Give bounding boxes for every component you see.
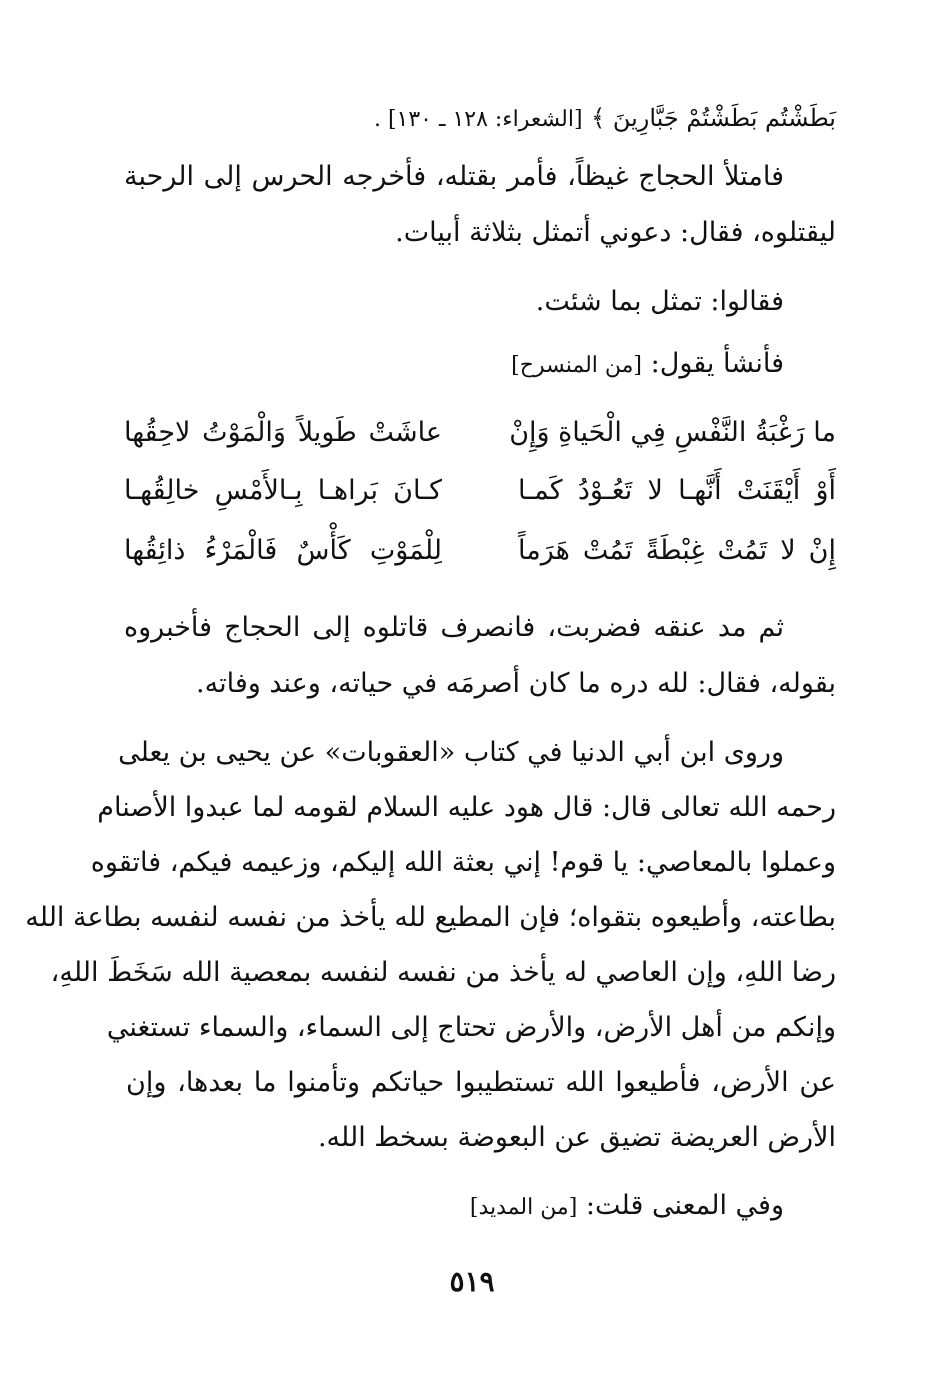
recitation-intro-line bbox=[124, 344, 784, 386]
verse-second-hemistich: كـانَ بَراهـا بِـالأَمْسِ خالِقُهـا bbox=[124, 475, 442, 506]
closing-intro-line bbox=[124, 1186, 784, 1228]
paragraph-line: وعملوا بالمعاصي: يا قوم! إني بعثة الله إليكم، وزعيمه فيكم، فاتقوه bbox=[90, 847, 836, 878]
said-line: فقالوا: تمثل بما شئت. bbox=[535, 286, 784, 317]
paragraph-line: وإنكم من أهل الأرض، والأرض تحتاج إلى السماء، والسماء تستغني bbox=[106, 1012, 836, 1043]
closing-intro-text: وفي المعنى قلت: bbox=[585, 1190, 784, 1221]
verse-second-hemistich: لِلْمَوْتِ كَأْسٌ فَالْمَرْءُ ذائِقُها bbox=[124, 535, 442, 566]
paragraph-line: ليقتلوه، فقال: دعوني أتمثل بثلاثة أبيات. bbox=[395, 217, 836, 248]
paragraph-line: ثم مد عنقه فضربت، فانصرف قاتلوه إلى الحجاج فأخبروه bbox=[124, 612, 784, 643]
paragraph-line: عن الأرض، فأطيعوا الله تستطيبوا حياتكم وتأمنوا ما بعدها، وإن bbox=[126, 1067, 836, 1098]
paragraph-line: بقوله، فقال: لله دره ما كان أصرمَه في حياته، وعند وفاته. bbox=[196, 668, 836, 699]
quran-verse-fragment: بَطَشْتُم بَطَشْتُمْ جَبَّارِينَ ﴾ bbox=[591, 104, 836, 132]
page-number: ٥١٩ bbox=[449, 1265, 495, 1298]
quran-continuation-line bbox=[126, 98, 836, 140]
paragraph-line: بطاعته، وأطيعوه بتقواه؛ فإن المطيع لله يأخذ من نفسه لنفسه بطاعة الله bbox=[25, 902, 836, 933]
verse-first-hemistich: أَوْ أَيْقَنَتْ أَنَّهـا لا تَعُـوْدُ كَمـا bbox=[518, 475, 836, 506]
verse-first-hemistich: إِنْ لا تَمُتْ غِبْطَةً تَمُتْ هَرَماً bbox=[518, 535, 836, 566]
recitation-intro-text: فأنشأ يقول: bbox=[650, 348, 784, 379]
verse-second-hemistich: عاشَتْ طَويلاً وَالْمَوْتُ لاحِقُها bbox=[124, 417, 442, 448]
paragraph-line: رحمه الله تعالى قال: قال هود عليه السلام لقومه لما عبدوا الأصنام bbox=[97, 792, 836, 823]
poetic-meter-label: [من المنسرح] bbox=[511, 353, 643, 378]
verse-first-hemistich: ما رَغْبَةُ النَّفْسِ فِي الْحَياةِ وَإِنْ bbox=[509, 417, 836, 448]
poem-verse bbox=[124, 410, 836, 456]
paragraph-line: وروى ابن أبي الدنيا في كتاب «العقوبات» عن يحيى بن يعلى bbox=[118, 737, 784, 768]
paragraph-line: فامتلأ الحجاج غيظاً، فأمر بقتله، فأخرجه الحرس إلى الرحبة bbox=[124, 161, 784, 192]
paragraph-line: الأرض العريضة تضيق عن البعوضة بسخط الله. bbox=[317, 1122, 836, 1153]
poetic-meter-label: [من المديد] bbox=[469, 1195, 578, 1220]
paragraph-line: رضا اللهِ، وإن العاصي له يأخذ من نفسه لنفسه بمعصية الله سَخَطَ اللهِ، bbox=[50, 957, 836, 988]
poem-verse bbox=[124, 528, 836, 574]
poem-verse bbox=[124, 468, 836, 514]
quran-reference: [الشعراء: ١٢٨ ـ ١٣٠] . bbox=[373, 107, 583, 132]
